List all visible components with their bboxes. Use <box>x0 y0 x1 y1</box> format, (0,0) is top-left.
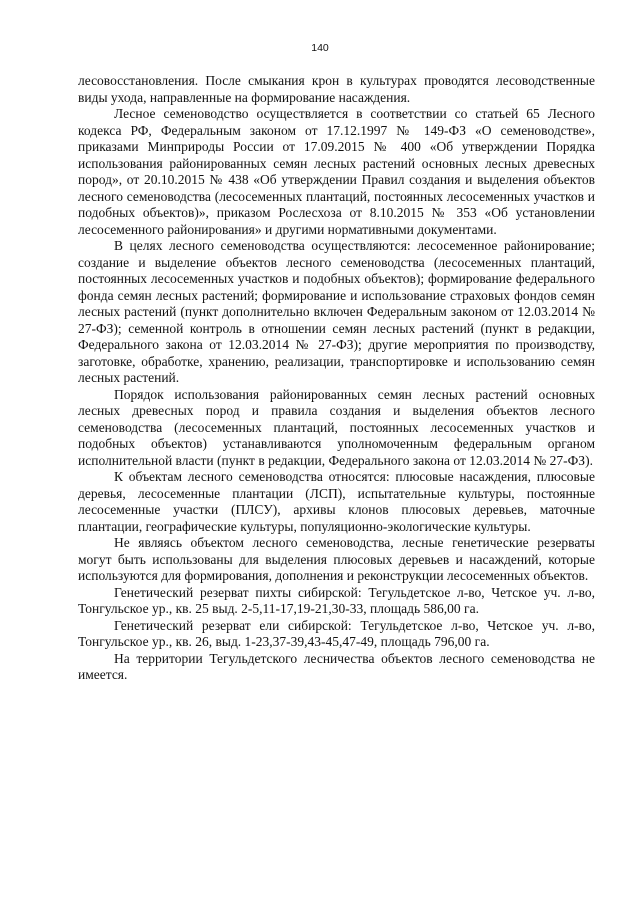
paragraph-no-objects: На территории Тегульдетского лесничества объектов лесного семеноводства не имеется. <box>78 650 595 682</box>
paragraph-spruce-reserve: Генетический резерват ели сибирской: Тегульдетское л-во, Четское уч. л-во, Тонгульское ур., кв. 26, выд. 1-23,37-39,43-45,47-49, площадь 796,00 га. <box>78 617 595 649</box>
paragraph-seed-objects-list: К объектам лесного семеноводства относятся: плюсовые насаждения, плюсовые деревья, лесосеменные плантации (ЛСП), испытательные культуры, постоянные лесосеменные участки (ПЛСУ), архивы клонов плюсовых деревьев, маточные плантации, географические культуры, популяционно-экологические культуры. <box>78 469 595 534</box>
paragraph-continuation: лесовосстановления. После смыкания крон в культурах проводятся лесоводственные виды ухода, направленные на формирование насаждения. <box>78 73 595 105</box>
document-body <box>78 73 595 684</box>
page-number: 140 <box>311 42 329 54</box>
paragraph-genetic-reserves: Не являясь объектом лесного семеноводства, лесные генетические резерваты могут быть использованы для выделения плюсовых деревьев и насаждений, которые используются для формирования, дополнения и реконструкции лесосеменных объектов. <box>78 535 595 583</box>
paragraph-fir-reserve: Генетический резерват пихты сибирской: Тегульдетское л-во, Четское уч. л-во, Тонгульское ур., кв. 25 выд. 2-5,11-17,19-21,30-33, площадь 586,00 га. <box>78 584 595 616</box>
paragraph-seed-production-legal-basis: Лесное семеноводство осуществляется в соответствии со статьей 65 Лесного кодекса РФ, Федеральным законом от 17.12.1997 № 149-ФЗ «О семеноводстве», приказами Минприроды России от 17.09.2015 № 400 «Об утверждении Порядка использования районированных семян лесных растений основных лесных древесных пород», от 20.10.2015 № 438 «Об утверждении Правил создания и выделения объектов лесного семеноводства (лесосеменных плантаций, постоянных лесосеменных участков и подобных объектов)», приказом Рослесхоза от 8.10.2015 № 353 «Об установлении лесосеменного районирования» и другими нормативными документами. <box>78 106 595 237</box>
paragraph-seed-usage-procedure: Порядок использования районированных семян лесных растений основных лесных древесных пород и правила создания и выделения объектов лесного семеноводства (лесосеменных плантаций, постоянных лесосеменных участков и подобных объектов) устанавливаются уполномоченным федеральным органом исполнительной власти (пункт в редакции, Федерального закона от 12.03.2014 № 27-ФЗ). <box>78 386 595 468</box>
paragraph-seed-production-activities: В целях лесного семеноводства осуществляются: лесосеменное районирование; создание и выделение объектов лесного семеноводства (лесосеменных плантаций, постоянных лесосеменных участков и подобных объектов); формирование федерального фонда семян лесных растений; формирование и использование страховых фондов семян лесных растений (пункт дополнительно включен Федеральным законом от 12.03.2014 № 27-ФЗ); семенной контроль в отношении семян лесных растений (пункт в редакции, Федерального закона от 12.03.2014 № 27-ФЗ); другие мероприятия по производству, заготовке, обработке, хранению, реализации, транспортировке и использованию семян лесных растений. <box>78 238 595 385</box>
